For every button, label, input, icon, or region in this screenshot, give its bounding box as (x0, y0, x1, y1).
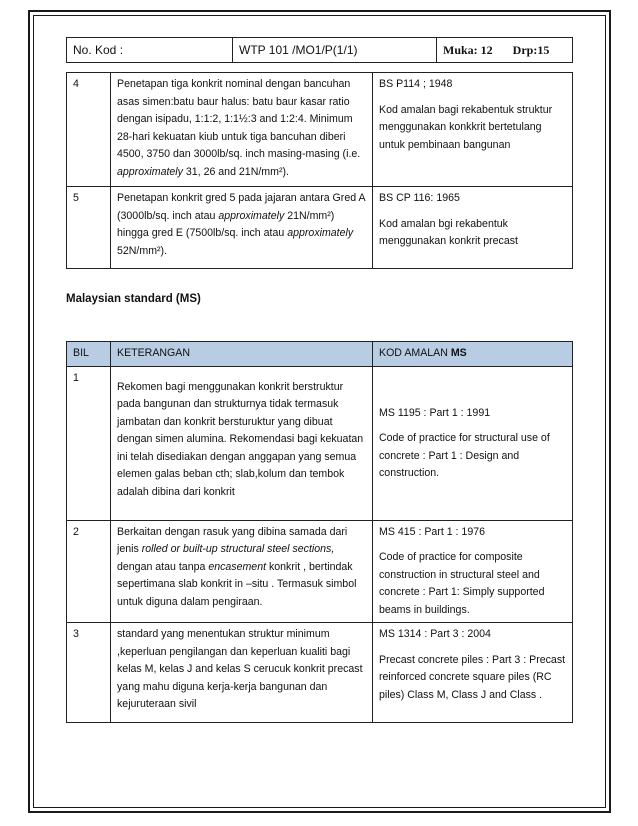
standard-title: Kod amalan bagi rekabentuk struktur menggunakan konkkrit bertetulang untuk pembinaan bangunan (379, 103, 553, 151)
table-row (67, 520, 573, 623)
table-row (67, 366, 573, 520)
row-description: Berkaitan dengan rasuk yang dibina samada dari jenis rolled or built-up structural steel sections, dengan atau tanpa encasement konkrit , bertindak sepertimana slab konkrit in –situ . Termasuk simbol untuk diguna dalam pengiraan. (111, 520, 373, 623)
standard-title: Precast concrete piles : Part 3 : Precast reinforced concrete square piles (RC piles) Class M, Class J and Class . (379, 653, 566, 701)
standard-code: MS 1195 : Part 1 : 1991 (379, 406, 491, 419)
row-description: Rekomen bagi menggunakan konkrit berstruktur pada bangunan dan strukturnya tidak termasuk jambatan dan konkrit bersturuktur yang dibuat dengan simen alumina. Rekomendasi bagi kekuatan ini telah disediakan dengan anggapan yang semua elemen galas beban cth; slab,kolum dan tembok adalah dibina dari konkrit (111, 366, 373, 520)
column-header-keterangan: KETERANGAN (111, 342, 373, 367)
page-info (437, 38, 573, 63)
row-number: 1 (67, 366, 111, 520)
row-reference (373, 623, 573, 723)
section-title: Malaysian standard (MS) (66, 293, 201, 305)
page-number: Muka: 12 (443, 42, 493, 57)
table-row (67, 73, 573, 187)
row-number: 5 (67, 187, 111, 269)
code-value: WTP 101 /MO1/P(1/1) (233, 38, 437, 63)
standard-title: Code of practice for structural use of concrete : Part 1 : Design and construction. (379, 432, 550, 479)
code-label: No. Kod : (67, 38, 233, 63)
standard-title: Code of practice for composite construction in structural steel and concrete : Part 1: Simply supported beams in buildings. (379, 551, 545, 616)
column-header-kod-amalan: KOD AMALAN MS (373, 342, 573, 367)
table-row (67, 187, 573, 269)
row-number: 2 (67, 520, 111, 623)
table-row (67, 623, 573, 723)
bs-standards-table (66, 72, 573, 269)
standard-code: BS CP 116: 1965 (379, 192, 460, 204)
row-description: standard yang menentukan struktur minimum ,keperluan pengilangan dan keperluan kualiti bagi kelas M, kelas J and kelas S cerucuk konkrit precast yang mahu diguna kerja-kerja bangunan dan kejuruteraan sivil (111, 623, 373, 723)
row-reference (373, 73, 573, 187)
table-header-row (67, 342, 573, 367)
row-number: 3 (67, 623, 111, 723)
row-reference (373, 187, 573, 269)
row-reference (373, 520, 573, 623)
row-number: 4 (67, 73, 111, 187)
row-reference (373, 366, 573, 520)
document-header-table (66, 37, 573, 63)
row-description: Penetapan tiga konkrit nominal dengan bancuhan asas simen:batu baur halus: batu baur kasar ratio dengan isipadu, 1:1:2, 1:1½:3 and 1:2:4. Minimum 28-hari kekuatan kiub untuk tiga bancuhan diberi 4500, 3750 dan 3000lb/sq. inch masing-masing (i.e. approximately 31, 26 and 21N/mm²). (111, 73, 373, 187)
row-description: Penetapan konkrit gred 5 pada jajaran antara Gred A (3000lb/sq. inch atau approximately 21N/mm²) hingga gred E (7500lb/sq. inch atau approximately 52N/mm²). (111, 187, 373, 269)
page-total: Drp:15 (512, 42, 550, 57)
column-header-bil: BIL (67, 342, 111, 367)
standard-code: BS P114 ; 1948 (379, 78, 453, 90)
standard-title: Kod amalan bgi rekabentuk menggunakan konkrit precast (379, 217, 518, 247)
standard-code: MS 1314 : Part 3 : 2004 (379, 628, 491, 640)
ms-standards-table (66, 341, 573, 723)
standard-code: MS 415 : Part 1 : 1976 (379, 525, 485, 538)
